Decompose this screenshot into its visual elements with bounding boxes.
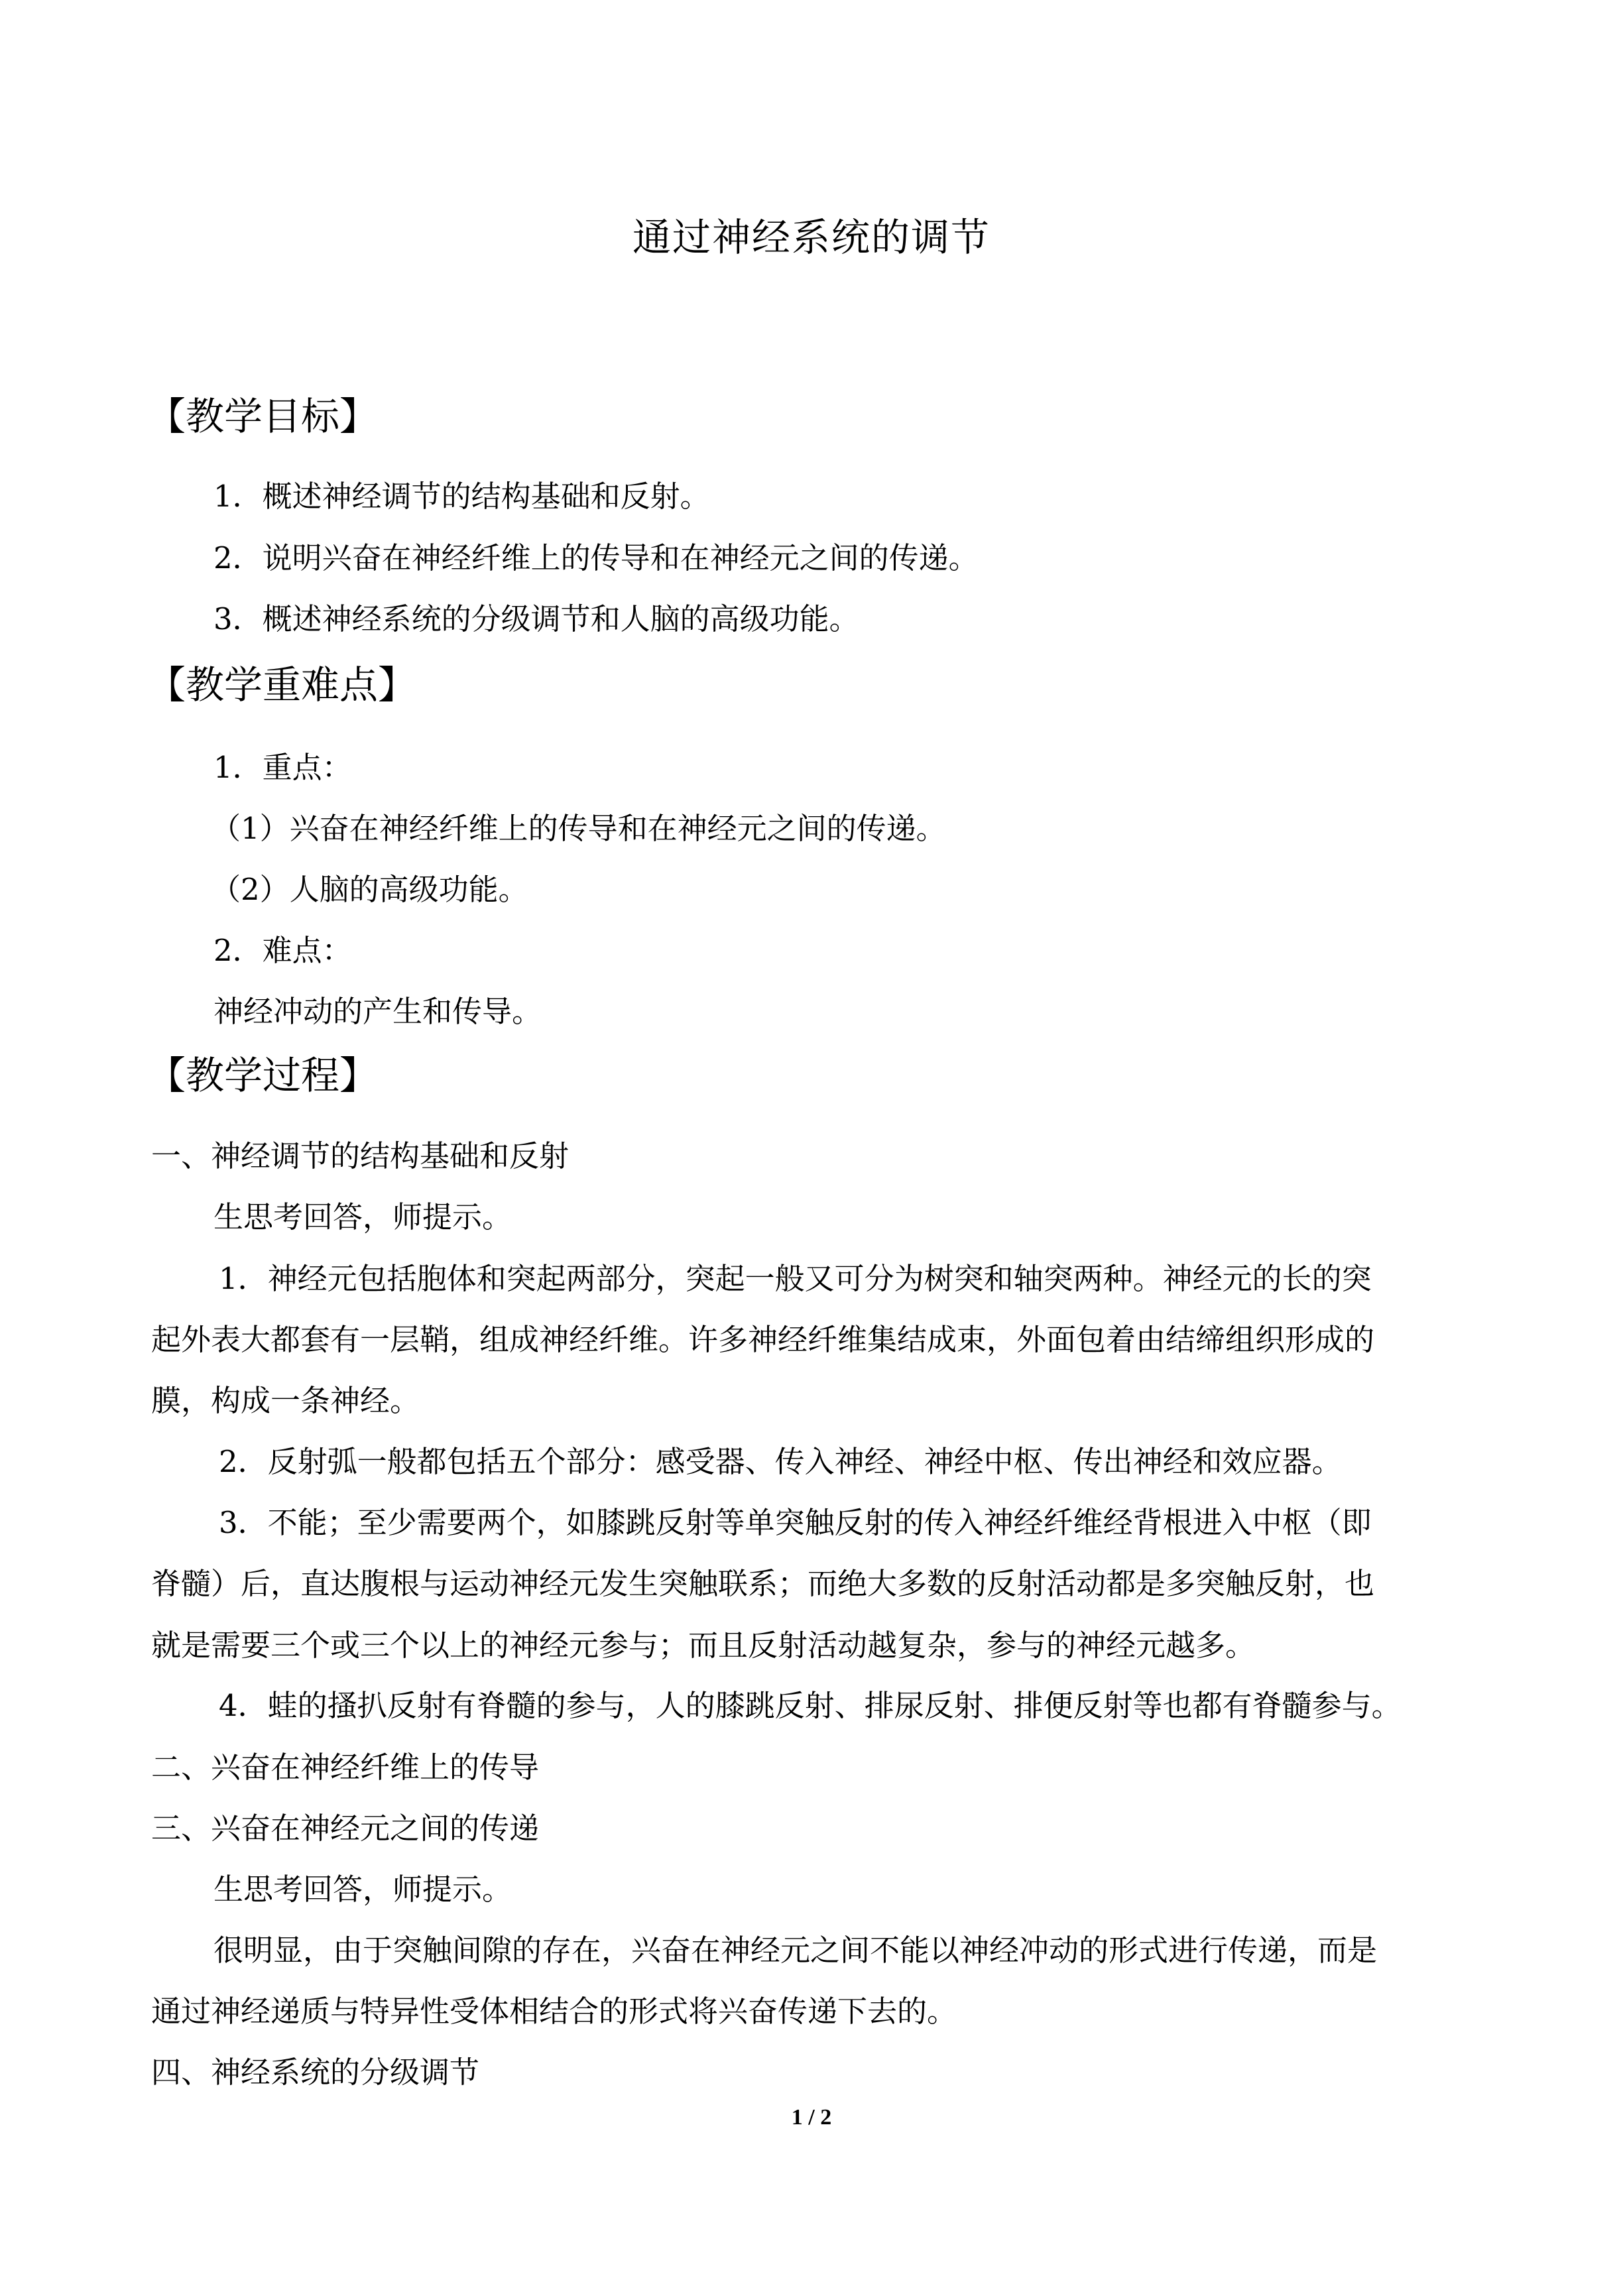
paragraph-line: 就是需要三个或三个以上的神经元参与；而且反射活动越复杂，参与的神经元越多。 <box>151 1628 1256 1663</box>
page-number: 1 / 2 <box>791 2105 832 2130</box>
section-title: 二、兴奋在神经纤维上的传导 <box>151 1750 540 1785</box>
key-point-line: （2）人脑的高级功能。 <box>211 872 528 907</box>
section-title: 三、兴奋在神经元之间的传递 <box>151 1811 540 1846</box>
objective-item: 3．概述神经系统的分级调节和人脑的高级功能。 <box>213 601 859 636</box>
paragraph-line: 4．蛙的搔扒反射有脊髓的参与，人的膝跳反射、排尿反射、排便反射等也都有脊髓参与。 <box>219 1688 1402 1723</box>
paragraph-line: 膜，构成一条神经。 <box>151 1383 420 1418</box>
objective-item: 2．说明兴奋在神经纤维上的传导和在神经元之间的传递。 <box>213 540 979 575</box>
paragraph-line: 起外表大都套有一层鞘，组成神经纤维。许多神经纤维集结成束，外面包着由结缔组织形成的 <box>151 1322 1375 1357</box>
paragraph-line: 生思考回答，师提示。 <box>213 1872 512 1907</box>
paragraph-line: 很明显，由于突触间隙的存在，兴奋在神经元之间不能以神经冲动的形式进行传递，而是 <box>213 1933 1378 1968</box>
paragraph-line: 生思考回答，师提示。 <box>213 1199 512 1235</box>
section-title: 四、神经系统的分级调节 <box>151 2055 480 2090</box>
process-heading: 【教学过程】 <box>147 1053 379 1098</box>
key-point-line: （1）兴奋在神经纤维上的传导和在神经元之间的传递。 <box>211 811 946 846</box>
key-point-line: 神经冲动的产生和传导。 <box>213 994 542 1029</box>
paragraph-line: 3．不能；至少需要两个，如膝跳反射等单突触反射的传入神经纤维经背根进入中枢（即 <box>219 1505 1372 1540</box>
objective-item: 1．概述神经调节的结构基础和反射。 <box>213 479 710 514</box>
paragraph-line: 2．反射弧一般都包括五个部分：感受器、传入神经、神经中枢、传出神经和效应器。 <box>219 1444 1342 1479</box>
paragraph-line: 1．神经元包括胞体和突起两部分，突起一般又可分为树突和轴突两种。神经元的长的突 <box>219 1261 1372 1296</box>
paragraph-line: 通过神经递质与特异性受体相结合的形式将兴奋传递下去的。 <box>151 1994 957 2029</box>
key-points-heading: 【教学重难点】 <box>147 662 417 707</box>
document-title: 通过神经系统的调节 <box>632 215 991 260</box>
key-point-line: 1．重点： <box>213 750 352 785</box>
objectives-heading: 【教学目标】 <box>147 394 379 439</box>
section-title: 一、神经调节的结构基础和反射 <box>151 1138 570 1174</box>
paragraph-line: 脊髓）后，直达腹根与运动神经元发生突触联系；而绝大多数的反射活动都是多突触反射，也 <box>151 1566 1375 1601</box>
key-point-line: 2．难点： <box>213 933 352 968</box>
